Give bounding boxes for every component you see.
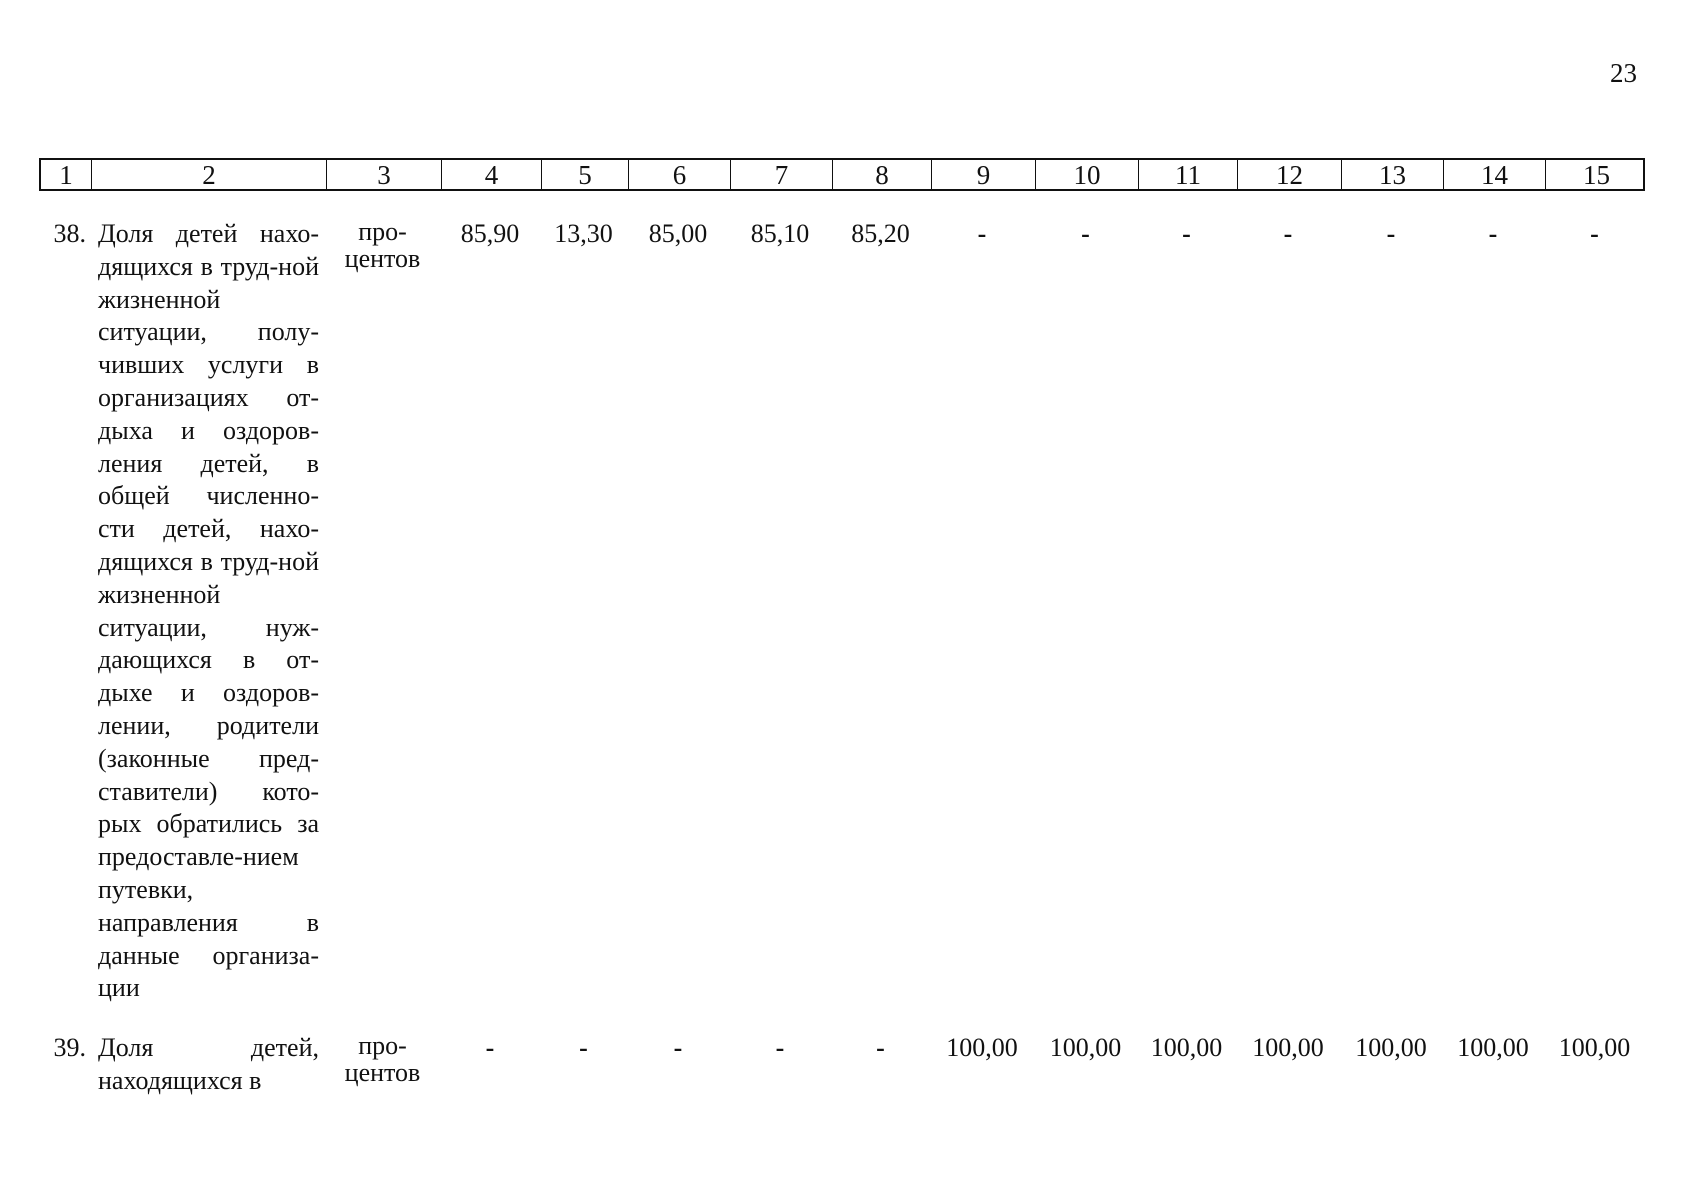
value-col-10: - [1081,219,1090,248]
column-number-10: 10 [1036,160,1139,191]
value-col-4: - [485,1033,495,1062]
indicator-description: Доля детей нахо-дящихся в труд-ной жизненной ситуации, полу-чивших услуги в организациях от-дыха и оздоров-ления детей, в общей численно-сти детей, нахо-дящихся в труд-ной жизненной ситуации, нуж-дающихся в от-дыхе и оздоров-лении, родители (законные пред-ставители) кото-рых обратились за предоставле-нием путевки, направления в данные организа-ции [98,219,319,1003]
table-row [39,1032,1645,1098]
column-number-11: 11 [1139,160,1238,191]
value-col-13: 100,00 [1355,1033,1427,1062]
row-number: 38. [53,219,86,248]
value-col-4: 85,90 [460,219,520,248]
column-number-15: 15 [1583,160,1610,190]
unit-line-2: центов [344,244,421,273]
value-col-10: 100,00 [1049,1033,1122,1062]
unit-of-measure [325,218,440,1005]
unit-of-measure [325,1032,440,1098]
indicator-description: Доля детей, находящихся в [98,1033,319,1095]
unit-line-2: центов [344,1058,421,1087]
column-number-12: 12 [1238,160,1342,191]
value-col-11: - [1182,219,1191,248]
value-col-15: 100,00 [1558,1033,1631,1062]
column-number-14: 14 [1444,160,1546,191]
table-row [39,218,1645,1005]
value-col-7: - [775,1033,785,1062]
column-number-1: 1 [41,160,92,191]
unit-line-1: про- [358,217,407,246]
page-number: 23 [1610,58,1637,88]
value-col-9: 100,00 [946,1033,1018,1062]
value-col-13: - [1386,219,1396,248]
value-col-11: 100,00 [1150,1033,1223,1062]
value-col-8: - [876,1033,885,1062]
value-col-8: 85,20 [851,219,910,248]
value-col-6: - [673,1033,683,1062]
value-col-9: - [977,219,987,248]
value-col-5: 13,30 [554,219,613,248]
value-col-12: 100,00 [1252,1033,1324,1062]
value-col-7: 85,10 [750,219,810,248]
row-number: 39. [53,1033,86,1062]
value-col-12: - [1283,219,1293,248]
unit-line-1: про- [358,1031,407,1060]
column-number-9: 9 [932,160,1036,191]
column-number-7: 7 [731,160,833,191]
column-number-5: 5 [542,160,629,191]
value-col-5: - [579,1033,588,1062]
column-number-8: 8 [833,160,932,191]
column-number-4: 4 [442,160,542,191]
column-number-6: 6 [629,160,731,191]
value-col-6: 85,00 [648,219,708,248]
value-col-14: - [1488,219,1498,248]
table-header-row [39,158,1645,191]
value-col-14: 100,00 [1457,1033,1529,1062]
column-number-13: 13 [1342,160,1444,191]
column-number-3: 3 [327,160,442,191]
value-col-15: - [1590,219,1599,248]
column-number-2: 2 [92,160,327,191]
